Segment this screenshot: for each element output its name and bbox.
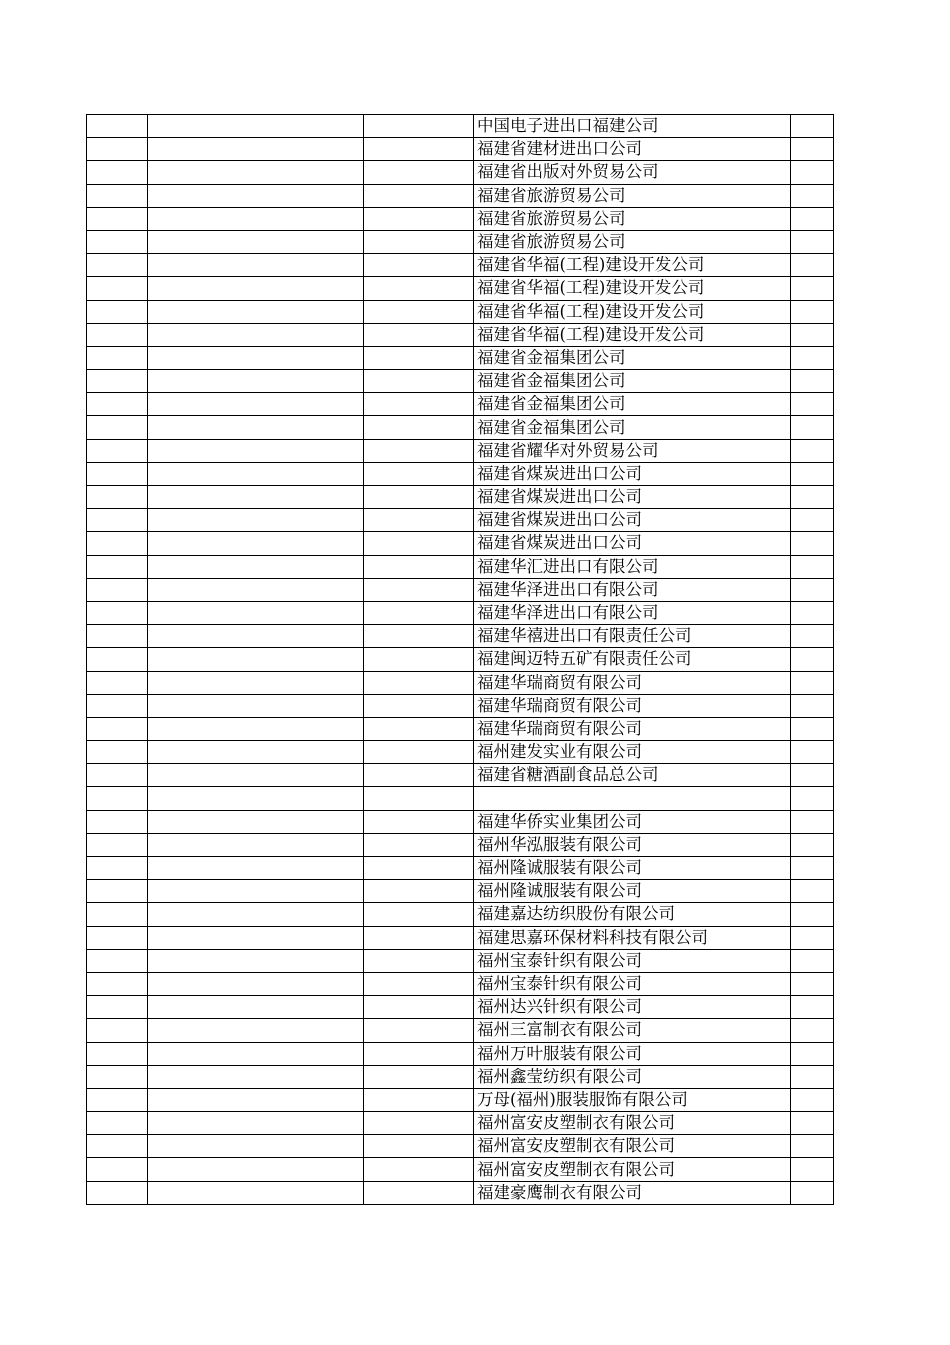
empty-cell[interactable] xyxy=(87,764,148,787)
table-row xyxy=(87,1158,834,1181)
table-row xyxy=(87,555,834,578)
empty-cell[interactable] xyxy=(364,717,474,740)
company-name-cell[interactable]: 福建省华福(工程)建设开发公司 xyxy=(474,277,791,300)
company-name-cell[interactable]: 福建省煤炭进出口公司 xyxy=(474,509,791,532)
empty-cell[interactable] xyxy=(364,578,474,601)
empty-cell[interactable] xyxy=(148,115,364,138)
empty-cell[interactable] xyxy=(791,254,834,277)
empty-cell[interactable] xyxy=(364,138,474,161)
table-row xyxy=(87,578,834,601)
empty-cell[interactable] xyxy=(87,370,148,393)
empty-cell[interactable] xyxy=(791,857,834,880)
empty-cell[interactable] xyxy=(148,810,364,833)
empty-cell[interactable] xyxy=(364,416,474,439)
spreadsheet-table xyxy=(86,114,834,1205)
company-name-cell[interactable]: 中国电子进出口福建公司 xyxy=(474,115,791,138)
empty-cell[interactable] xyxy=(87,601,148,624)
empty-cell[interactable] xyxy=(148,903,364,926)
empty-cell[interactable] xyxy=(364,741,474,764)
empty-cell[interactable] xyxy=(791,601,834,624)
company-name-cell[interactable]: 福建省华福(工程)建设开发公司 xyxy=(474,254,791,277)
company-name-cell[interactable]: 福建省出版对外贸易公司 xyxy=(474,161,791,184)
empty-cell[interactable] xyxy=(791,972,834,995)
table-row xyxy=(87,323,834,346)
empty-cell[interactable] xyxy=(364,671,474,694)
table-row xyxy=(87,439,834,462)
empty-cell[interactable] xyxy=(87,648,148,671)
empty-cell[interactable] xyxy=(791,555,834,578)
table-row xyxy=(87,601,834,624)
table-row xyxy=(87,880,834,903)
company-name-cell[interactable]: 福建思嘉环保材料科技有限公司 xyxy=(474,926,791,949)
empty-cell[interactable] xyxy=(148,694,364,717)
empty-cell[interactable] xyxy=(364,601,474,624)
company-name-cell[interactable]: 福建豪鹰制衣有限公司 xyxy=(474,1181,791,1204)
company-name-cell[interactable]: 福建省华福(工程)建设开发公司 xyxy=(474,300,791,323)
company-name-cell[interactable]: 福建省旅游贸易公司 xyxy=(474,207,791,230)
empty-cell[interactable] xyxy=(87,1065,148,1088)
table-row xyxy=(87,671,834,694)
empty-cell[interactable] xyxy=(364,833,474,856)
empty-cell[interactable] xyxy=(87,115,148,138)
empty-cell[interactable] xyxy=(364,1181,474,1204)
company-name-cell[interactable]: 福建华侨实业集团公司 xyxy=(474,810,791,833)
empty-cell[interactable] xyxy=(791,370,834,393)
empty-cell[interactable] xyxy=(364,115,474,138)
company-name-cell[interactable]: 福州达兴针织有限公司 xyxy=(474,996,791,1019)
company-name-cell[interactable]: 福州宝泰针织有限公司 xyxy=(474,949,791,972)
empty-cell[interactable] xyxy=(148,717,364,740)
empty-cell[interactable] xyxy=(87,903,148,926)
empty-cell[interactable] xyxy=(148,833,364,856)
empty-cell[interactable] xyxy=(364,323,474,346)
empty-cell[interactable] xyxy=(87,1042,148,1065)
table-row xyxy=(87,1135,834,1158)
empty-cell[interactable] xyxy=(87,486,148,509)
empty-cell[interactable] xyxy=(87,694,148,717)
table-row xyxy=(87,833,834,856)
empty-cell[interactable] xyxy=(364,370,474,393)
empty-cell[interactable] xyxy=(87,949,148,972)
table-row xyxy=(87,462,834,485)
empty-cell[interactable] xyxy=(87,625,148,648)
empty-cell[interactable] xyxy=(364,1158,474,1181)
empty-cell[interactable] xyxy=(364,486,474,509)
empty-cell[interactable] xyxy=(791,926,834,949)
table-row xyxy=(87,1181,834,1204)
table-row xyxy=(87,207,834,230)
empty-cell[interactable] xyxy=(791,532,834,555)
table-row xyxy=(87,857,834,880)
empty-cell[interactable] xyxy=(364,207,474,230)
empty-cell[interactable] xyxy=(87,462,148,485)
empty-cell[interactable] xyxy=(791,578,834,601)
company-name-cell[interactable]: 福建省金福集团公司 xyxy=(474,416,791,439)
empty-cell[interactable] xyxy=(87,230,148,253)
empty-cell[interactable] xyxy=(364,1112,474,1135)
empty-cell[interactable] xyxy=(364,625,474,648)
company-name-cell[interactable]: 万母(福州)服装服饰有限公司 xyxy=(474,1088,791,1111)
empty-cell[interactable] xyxy=(148,161,364,184)
table-row xyxy=(87,1019,834,1042)
empty-cell[interactable] xyxy=(148,741,364,764)
empty-cell[interactable] xyxy=(148,949,364,972)
empty-cell[interactable] xyxy=(791,462,834,485)
empty-cell[interactable] xyxy=(87,787,148,810)
table-row xyxy=(87,161,834,184)
empty-cell[interactable] xyxy=(364,926,474,949)
empty-cell[interactable] xyxy=(364,648,474,671)
empty-cell[interactable] xyxy=(364,346,474,369)
empty-cell[interactable] xyxy=(791,949,834,972)
empty-cell[interactable] xyxy=(791,486,834,509)
empty-cell[interactable] xyxy=(148,184,364,207)
empty-cell[interactable] xyxy=(791,1158,834,1181)
empty-cell[interactable] xyxy=(87,439,148,462)
table-row xyxy=(87,416,834,439)
empty-cell[interactable] xyxy=(791,115,834,138)
empty-cell[interactable] xyxy=(364,996,474,1019)
empty-cell[interactable] xyxy=(87,1158,148,1181)
empty-cell[interactable] xyxy=(364,694,474,717)
empty-cell[interactable] xyxy=(87,741,148,764)
table-row xyxy=(87,625,834,648)
empty-cell[interactable] xyxy=(791,439,834,462)
empty-cell[interactable] xyxy=(148,555,364,578)
empty-cell[interactable] xyxy=(148,972,364,995)
empty-cell[interactable] xyxy=(87,393,148,416)
empty-cell[interactable] xyxy=(791,323,834,346)
company-name-cell[interactable]: 福建嘉达纺织股份有限公司 xyxy=(474,903,791,926)
empty-cell[interactable] xyxy=(148,671,364,694)
empty-cell[interactable] xyxy=(364,787,474,810)
empty-cell[interactable] xyxy=(148,138,364,161)
empty-cell[interactable] xyxy=(791,161,834,184)
table-row xyxy=(87,1065,834,1088)
empty-cell[interactable] xyxy=(791,717,834,740)
company-name-cell[interactable]: 福建省金福集团公司 xyxy=(474,370,791,393)
empty-cell[interactable] xyxy=(148,462,364,485)
company-name-cell[interactable]: 福州隆诚服装有限公司 xyxy=(474,857,791,880)
empty-cell[interactable] xyxy=(364,949,474,972)
empty-cell[interactable] xyxy=(364,1042,474,1065)
empty-cell[interactable] xyxy=(87,1181,148,1204)
empty-cell[interactable] xyxy=(87,717,148,740)
table-row xyxy=(87,648,834,671)
empty-cell[interactable] xyxy=(791,184,834,207)
empty-cell[interactable] xyxy=(148,787,364,810)
table-row xyxy=(87,1088,834,1111)
empty-cell[interactable] xyxy=(364,393,474,416)
empty-cell[interactable] xyxy=(791,694,834,717)
empty-cell[interactable] xyxy=(148,1019,364,1042)
empty-cell[interactable] xyxy=(87,972,148,995)
empty-cell[interactable] xyxy=(364,230,474,253)
company-name-cell[interactable]: 福州万叶服装有限公司 xyxy=(474,1042,791,1065)
empty-cell[interactable] xyxy=(791,1088,834,1111)
company-name-cell[interactable]: 福州华泓服装有限公司 xyxy=(474,833,791,856)
company-name-cell[interactable]: 福建省耀华对外贸易公司 xyxy=(474,439,791,462)
table-row xyxy=(87,1112,834,1135)
empty-cell[interactable] xyxy=(148,416,364,439)
empty-cell[interactable] xyxy=(791,1112,834,1135)
empty-cell[interactable] xyxy=(364,532,474,555)
empty-cell[interactable] xyxy=(148,323,364,346)
company-name-cell[interactable]: 福建省旅游贸易公司 xyxy=(474,184,791,207)
empty-cell[interactable] xyxy=(148,439,364,462)
company-name-cell[interactable]: 福建省煤炭进出口公司 xyxy=(474,462,791,485)
table-body xyxy=(87,115,834,1205)
empty-cell[interactable] xyxy=(148,230,364,253)
empty-cell[interactable] xyxy=(87,1088,148,1111)
empty-cell[interactable] xyxy=(364,810,474,833)
table-row xyxy=(87,230,834,253)
empty-cell[interactable] xyxy=(148,1065,364,1088)
empty-cell[interactable] xyxy=(87,671,148,694)
company-name-cell[interactable]: 福建华瑞商贸有限公司 xyxy=(474,694,791,717)
empty-cell[interactable] xyxy=(148,254,364,277)
empty-cell[interactable] xyxy=(364,1088,474,1111)
empty-cell[interactable] xyxy=(364,1019,474,1042)
table-row xyxy=(87,532,834,555)
empty-cell[interactable] xyxy=(87,996,148,1019)
empty-cell[interactable] xyxy=(87,555,148,578)
empty-cell[interactable] xyxy=(148,601,364,624)
empty-cell[interactable] xyxy=(791,300,834,323)
empty-cell[interactable] xyxy=(791,996,834,1019)
table-row xyxy=(87,300,834,323)
table-row xyxy=(87,393,834,416)
table-row xyxy=(87,717,834,740)
empty-cell[interactable] xyxy=(87,810,148,833)
empty-cell[interactable] xyxy=(791,810,834,833)
company-name-cell[interactable]: 福州富安皮塑制衣有限公司 xyxy=(474,1158,791,1181)
company-name-cell[interactable]: 福州隆诚服装有限公司 xyxy=(474,880,791,903)
company-name-cell[interactable]: 福州三富制衣有限公司 xyxy=(474,1019,791,1042)
empty-cell[interactable] xyxy=(148,578,364,601)
empty-cell[interactable] xyxy=(148,880,364,903)
table-row xyxy=(87,346,834,369)
empty-cell[interactable] xyxy=(791,1135,834,1158)
empty-cell[interactable] xyxy=(364,509,474,532)
empty-cell[interactable] xyxy=(148,857,364,880)
empty-cell[interactable] xyxy=(87,346,148,369)
empty-cell[interactable] xyxy=(791,833,834,856)
empty-cell[interactable] xyxy=(364,764,474,787)
empty-cell[interactable] xyxy=(148,996,364,1019)
empty-cell[interactable] xyxy=(364,1065,474,1088)
empty-cell[interactable] xyxy=(791,1042,834,1065)
empty-cell[interactable] xyxy=(791,138,834,161)
empty-cell[interactable] xyxy=(87,532,148,555)
empty-cell[interactable] xyxy=(148,1088,364,1111)
company-name-cell[interactable]: 福建省建材进出口公司 xyxy=(474,138,791,161)
empty-cell[interactable] xyxy=(364,439,474,462)
table-row xyxy=(87,486,834,509)
empty-cell[interactable] xyxy=(791,1181,834,1204)
empty-cell[interactable] xyxy=(148,1042,364,1065)
empty-cell[interactable] xyxy=(87,509,148,532)
company-name-cell[interactable]: 福建华禧进出口有限责任公司 xyxy=(474,625,791,648)
empty-cell[interactable] xyxy=(364,277,474,300)
company-name-cell[interactable]: 福建省煤炭进出口公司 xyxy=(474,486,791,509)
table-row xyxy=(87,509,834,532)
empty-cell[interactable] xyxy=(791,509,834,532)
empty-cell[interactable] xyxy=(791,1065,834,1088)
empty-cell[interactable] xyxy=(791,787,834,810)
empty-cell[interactable] xyxy=(791,346,834,369)
empty-cell[interactable] xyxy=(148,509,364,532)
empty-cell[interactable] xyxy=(87,300,148,323)
empty-cell[interactable] xyxy=(364,161,474,184)
empty-cell[interactable] xyxy=(364,300,474,323)
empty-cell[interactable] xyxy=(148,926,364,949)
empty-cell[interactable] xyxy=(364,857,474,880)
empty-cell[interactable] xyxy=(148,486,364,509)
empty-cell[interactable] xyxy=(87,833,148,856)
company-name-cell[interactable]: 福建华泽进出口有限公司 xyxy=(474,578,791,601)
empty-cell[interactable] xyxy=(148,532,364,555)
empty-cell[interactable] xyxy=(148,1181,364,1204)
empty-cell[interactable] xyxy=(148,300,364,323)
table-row xyxy=(87,138,834,161)
empty-cell[interactable] xyxy=(791,880,834,903)
empty-cell[interactable] xyxy=(791,230,834,253)
empty-cell[interactable] xyxy=(364,555,474,578)
empty-cell[interactable] xyxy=(364,184,474,207)
empty-cell[interactable] xyxy=(87,416,148,439)
company-name-cell[interactable]: 福建省金福集团公司 xyxy=(474,393,791,416)
empty-cell[interactable] xyxy=(148,625,364,648)
empty-cell[interactable] xyxy=(364,880,474,903)
company-name-cell[interactable]: 福州建发实业有限公司 xyxy=(474,741,791,764)
empty-cell[interactable] xyxy=(364,254,474,277)
table-row xyxy=(87,903,834,926)
empty-cell[interactable] xyxy=(87,277,148,300)
empty-cell[interactable] xyxy=(791,393,834,416)
empty-cell[interactable] xyxy=(87,857,148,880)
company-name-cell[interactable]: 福建华瑞商贸有限公司 xyxy=(474,671,791,694)
table-row xyxy=(87,741,834,764)
empty-cell[interactable] xyxy=(148,1112,364,1135)
empty-cell[interactable] xyxy=(791,671,834,694)
company-name-cell[interactable] xyxy=(474,787,791,810)
empty-cell[interactable] xyxy=(364,462,474,485)
empty-cell[interactable] xyxy=(87,138,148,161)
table-row xyxy=(87,370,834,393)
table-row xyxy=(87,926,834,949)
table-row xyxy=(87,949,834,972)
empty-cell[interactable] xyxy=(148,370,364,393)
empty-cell[interactable] xyxy=(148,1135,364,1158)
table-row xyxy=(87,764,834,787)
empty-cell[interactable] xyxy=(87,207,148,230)
empty-cell[interactable] xyxy=(87,1135,148,1158)
empty-cell[interactable] xyxy=(87,578,148,601)
company-name-cell[interactable]: 福建闽迈特五矿有限责任公司 xyxy=(474,648,791,671)
company-name-cell[interactable]: 福州富安皮塑制衣有限公司 xyxy=(474,1112,791,1135)
company-name-cell[interactable]: 福州鑫莹纺织有限公司 xyxy=(474,1065,791,1088)
empty-cell[interactable] xyxy=(87,926,148,949)
empty-cell[interactable] xyxy=(148,764,364,787)
empty-cell[interactable] xyxy=(364,972,474,995)
empty-cell[interactable] xyxy=(87,1019,148,1042)
company-name-cell[interactable]: 福州富安皮塑制衣有限公司 xyxy=(474,1135,791,1158)
company-name-cell[interactable]: 福建华泽进出口有限公司 xyxy=(474,601,791,624)
empty-cell[interactable] xyxy=(791,764,834,787)
empty-cell[interactable] xyxy=(791,903,834,926)
empty-cell[interactable] xyxy=(148,277,364,300)
table-row xyxy=(87,277,834,300)
empty-cell[interactable] xyxy=(87,880,148,903)
table-row xyxy=(87,810,834,833)
empty-cell[interactable] xyxy=(148,648,364,671)
table-row xyxy=(87,184,834,207)
empty-cell[interactable] xyxy=(87,1112,148,1135)
empty-cell[interactable] xyxy=(364,1135,474,1158)
empty-cell[interactable] xyxy=(148,207,364,230)
empty-cell[interactable] xyxy=(791,648,834,671)
table-row xyxy=(87,1042,834,1065)
company-name-cell[interactable]: 福建省华福(工程)建设开发公司 xyxy=(474,323,791,346)
empty-cell[interactable] xyxy=(148,393,364,416)
empty-cell[interactable] xyxy=(148,1158,364,1181)
table-row xyxy=(87,254,834,277)
company-name-cell[interactable]: 福建省糖酒副食品总公司 xyxy=(474,764,791,787)
empty-cell[interactable] xyxy=(791,741,834,764)
company-name-cell[interactable]: 福建省煤炭进出口公司 xyxy=(474,532,791,555)
empty-cell[interactable] xyxy=(791,277,834,300)
table-row xyxy=(87,996,834,1019)
table-row xyxy=(87,694,834,717)
company-name-cell[interactable]: 福建省金福集团公司 xyxy=(474,346,791,369)
company-name-cell[interactable]: 福建华汇进出口有限公司 xyxy=(474,555,791,578)
empty-cell[interactable] xyxy=(791,416,834,439)
empty-cell[interactable] xyxy=(87,161,148,184)
empty-cell[interactable] xyxy=(791,207,834,230)
empty-cell[interactable] xyxy=(364,903,474,926)
empty-cell[interactable] xyxy=(87,323,148,346)
company-name-cell[interactable]: 福建省旅游贸易公司 xyxy=(474,230,791,253)
table-row xyxy=(87,972,834,995)
empty-cell[interactable] xyxy=(791,1019,834,1042)
table-row xyxy=(87,115,834,138)
empty-cell[interactable] xyxy=(87,254,148,277)
company-name-cell[interactable]: 福州宝泰针织有限公司 xyxy=(474,972,791,995)
empty-cell[interactable] xyxy=(791,625,834,648)
table-row xyxy=(87,787,834,810)
company-name-cell[interactable]: 福建华瑞商贸有限公司 xyxy=(474,717,791,740)
empty-cell[interactable] xyxy=(87,184,148,207)
empty-cell[interactable] xyxy=(148,346,364,369)
